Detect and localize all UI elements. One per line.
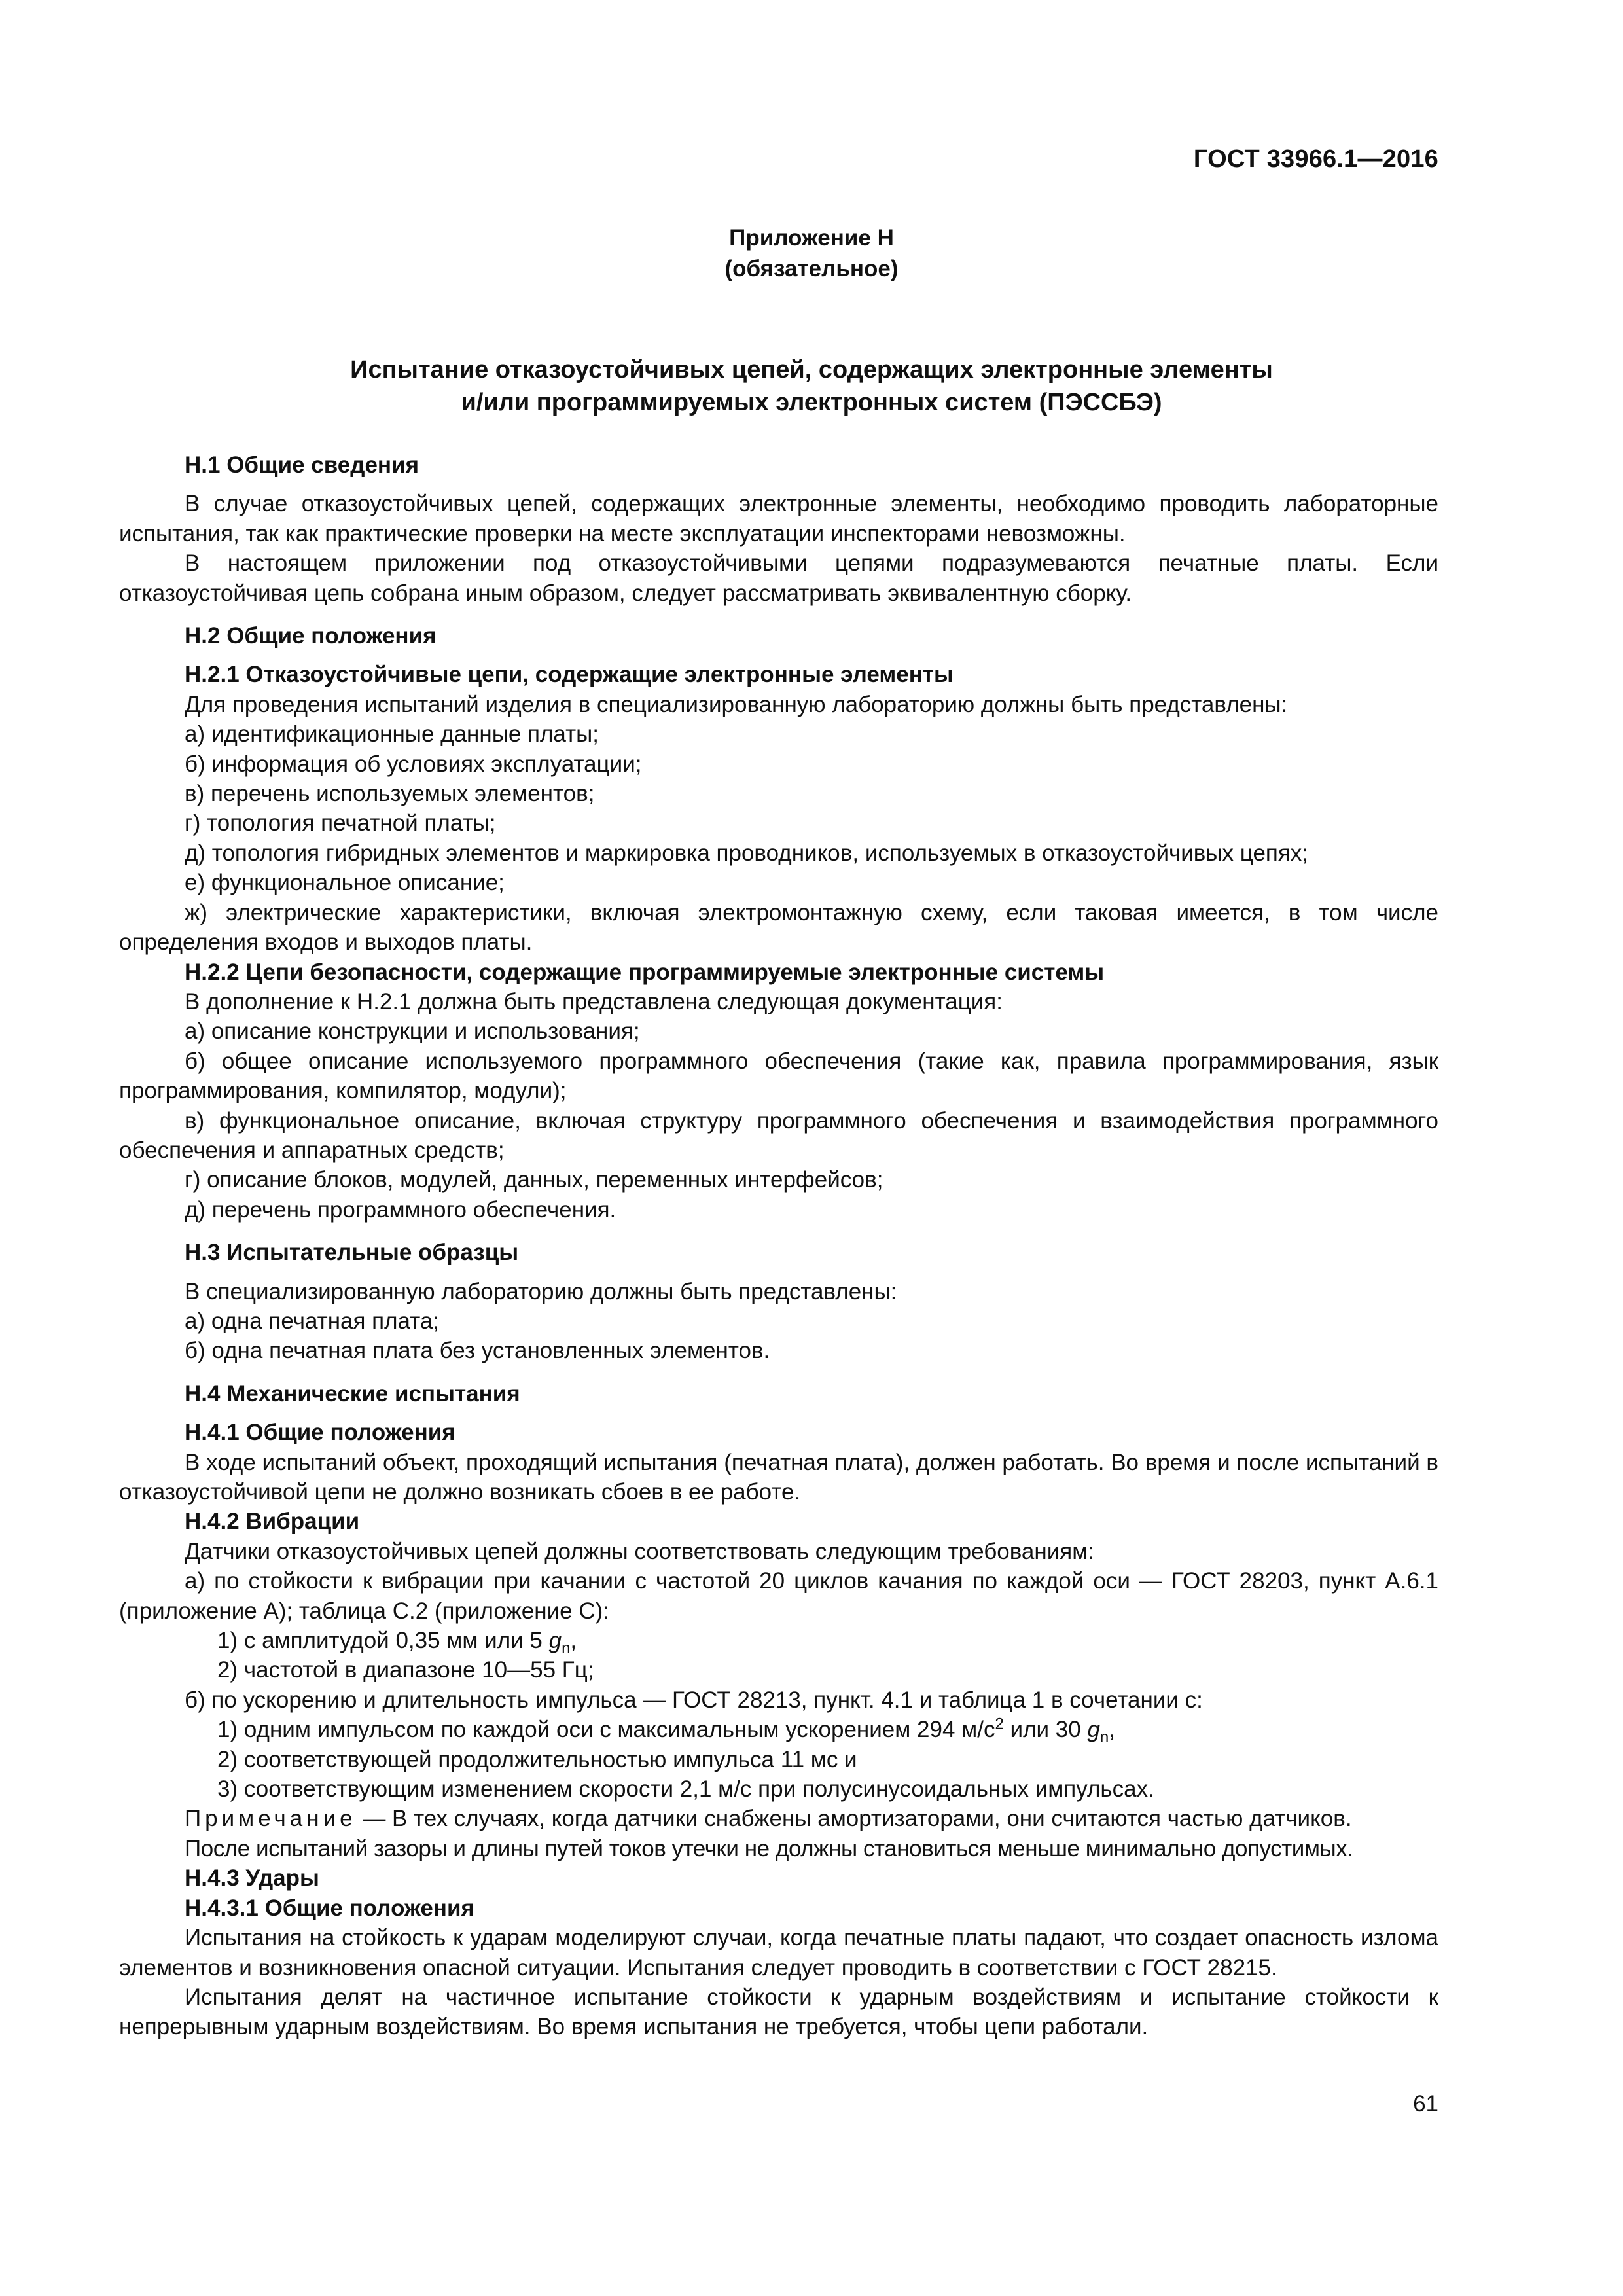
- title-line-1: Испытание отказоустойчивых цепей, содержащих электронные элементы: [350, 356, 1273, 384]
- sub-item-text: 1) одним импульсом по каждой оси с максимальным ускорением 294 м/с: [217, 1717, 995, 1743]
- list-item: б) по ускорению и длительность импульса — ГОСТ 28213, пункт. 4.1 и таблица 1 в сочетании с:: [185, 1687, 1203, 1713]
- sub-item-text: 1) с амплитудой 0,35 мм или 5: [217, 1628, 543, 1654]
- list-item: б) одна печатная плата без установленных элементов.: [185, 1338, 770, 1364]
- list-item: а) описание конструкции и использования;: [185, 1018, 640, 1045]
- sub-list-item: 3) соответствующим изменением скорости 2,1 м/с при полусинусоидальных импульсах.: [217, 1776, 1154, 1803]
- list-item: д) топология гибридных элементов и маркировка проводников, используемых в отказоустойчивых цепях;: [185, 840, 1309, 866]
- list-item: е) функциональное описание;: [185, 870, 505, 896]
- list-item: а) одна печатная плата;: [185, 1308, 440, 1334]
- section-heading-h1: Н.1 Общие сведения: [185, 452, 419, 478]
- title-line-2: и/или программируемых электронных систем (ПЭССБЭ): [461, 389, 1162, 416]
- document-code: ГОСТ 33966.1—2016: [1193, 145, 1438, 173]
- g-subscript: n: [562, 1640, 571, 1658]
- paragraph: Испытания делят на частичное испытание стойкости к ударным воздействиям и испытание стойкости к непрерывным ударным воздействиям. Во время испытания не требуется, чтобы цепи работали.: [119, 1984, 1438, 2040]
- list-item: в) перечень используемых элементов;: [185, 781, 595, 807]
- sub-item-text: или 30: [1003, 1717, 1081, 1743]
- note-label: Примечание: [185, 1806, 357, 1832]
- paragraph: Датчики отказоустойчивых цепей должны соответствовать следующим требованиям:: [185, 1538, 1095, 1564]
- appendix-label: Приложение Н: [729, 225, 894, 251]
- list-item: в) функциональное описание, включая структуру программного обеспечения и взаимодействия программного обеспечения и аппаратных средств;: [119, 1107, 1438, 1163]
- subsection-heading-h4-2: Н.4.2 Вибрации: [185, 1509, 360, 1535]
- subsection-heading-h4-1: Н.4.1 Общие положения: [185, 1420, 455, 1446]
- section-heading-h3: Н.3 Испытательные образцы: [185, 1240, 519, 1266]
- list-item: а) по стойкости к вибрации при качании с частотой 20 циклов качания по каждой оси — ГОСТ 28203, пункт А.6.1 (приложение А); таблица С.2 (приложение С):: [119, 1568, 1438, 1624]
- subsection-heading-h4-3: Н.4.3 Удары: [185, 1865, 319, 1892]
- sub-list-item: 2) соответствующей продолжительностью импульса 11 мс и: [217, 1746, 857, 1772]
- appendix-heading: [0, 223, 1623, 284]
- sub-list-item: [119, 1715, 1438, 1747]
- list-item: г) описание блоков, модулей, данных, переменных интерфейсов;: [185, 1167, 883, 1193]
- paragraph: В ходе испытаний объект, проходящий испытания (печатная плата), должен работать. Во время и после испытаний в отказоустойчивой цепи не должно возникать сбоев в ее работе.: [119, 1449, 1438, 1505]
- g-symbol: g: [1087, 1717, 1100, 1743]
- sub-list-item: [119, 1626, 1438, 1658]
- paragraph: В настоящем приложении под отказоустойчивыми цепями подразумеваются печатные платы. Если отказоустойчивая цепь собрана иным образом, следует рассматривать эквивалентную сборку.: [119, 550, 1438, 606]
- superscript: 2: [995, 1715, 1004, 1733]
- document-title: [0, 353, 1623, 419]
- sub-list-item: 2) частотой в диапазоне 10—55 Гц;: [217, 1657, 594, 1683]
- paragraph: Для проведения испытаний изделия в специализированную лабораторию должны быть представлены:: [185, 691, 1288, 717]
- note-text: — В тех случаях, когда датчики снабжены амортизаторами, они считаются частью датчиков.: [356, 1806, 1352, 1832]
- punctuation: ,: [570, 1628, 577, 1654]
- punctuation: ,: [1109, 1717, 1116, 1743]
- paragraph: В специализированную лабораторию должны быть представлены:: [185, 1278, 897, 1304]
- list-item: б) информация об условиях эксплуатации;: [185, 751, 642, 777]
- list-item: г) топология печатной платы;: [185, 810, 496, 836]
- document-body: [119, 450, 1438, 2042]
- section-heading-h4: Н.4 Механические испытания: [185, 1380, 520, 1407]
- paragraph: В случае отказоустойчивых цепей, содержащих электронные элементы, необходимо проводить лабораторные испытания, так как практические проверки на месте эксплуатации инспекторами невозможны.: [119, 491, 1438, 547]
- list-item: а) идентификационные данные платы;: [185, 721, 599, 747]
- subsection-heading-h2-2: Н.2.2 Цепи безопасности, содержащие программируемые электронные системы: [185, 959, 1105, 985]
- page-number: 61: [1413, 2091, 1438, 2117]
- subsection-heading-h2-1: Н.2.1 Отказоустойчивые цепи, содержащие электронные элементы: [185, 662, 954, 688]
- paragraph: После испытаний зазоры и длины путей токов утечки не должны становиться меньше минимально допустимых.: [185, 1835, 1353, 1861]
- appendix-status: (обязательное): [724, 256, 899, 281]
- note: [119, 1804, 1438, 1833]
- g-symbol: g: [548, 1628, 562, 1654]
- list-item: д) перечень программного обеспечения.: [185, 1196, 616, 1223]
- paragraph: В дополнение к Н.2.1 должна быть представлена следующая документация:: [185, 988, 1003, 1014]
- paragraph: Испытания на стойкость к ударам моделируют случаи, когда печатные платы падают, что создает опасность излома элементов и возникновения опасной ситуации. Испытания следует проводить в соответствии с ГОСТ 28215.: [119, 1925, 1438, 1981]
- g-subscript: n: [1099, 1729, 1109, 1747]
- list-item: ж) электрические характеристики, включая электромонтажную схему, если таковая имеется, в том числе определения входов и выходов платы.: [119, 899, 1438, 956]
- list-item: б) общее описание используемого программного обеспечения (такие как, правила программирования, язык программирования, компилятор, модули);: [119, 1048, 1438, 1104]
- subsection-heading-h4-3-1: Н.4.3.1 Общие положения: [185, 1895, 474, 1921]
- section-heading-h2: Н.2 Общие положения: [185, 623, 437, 649]
